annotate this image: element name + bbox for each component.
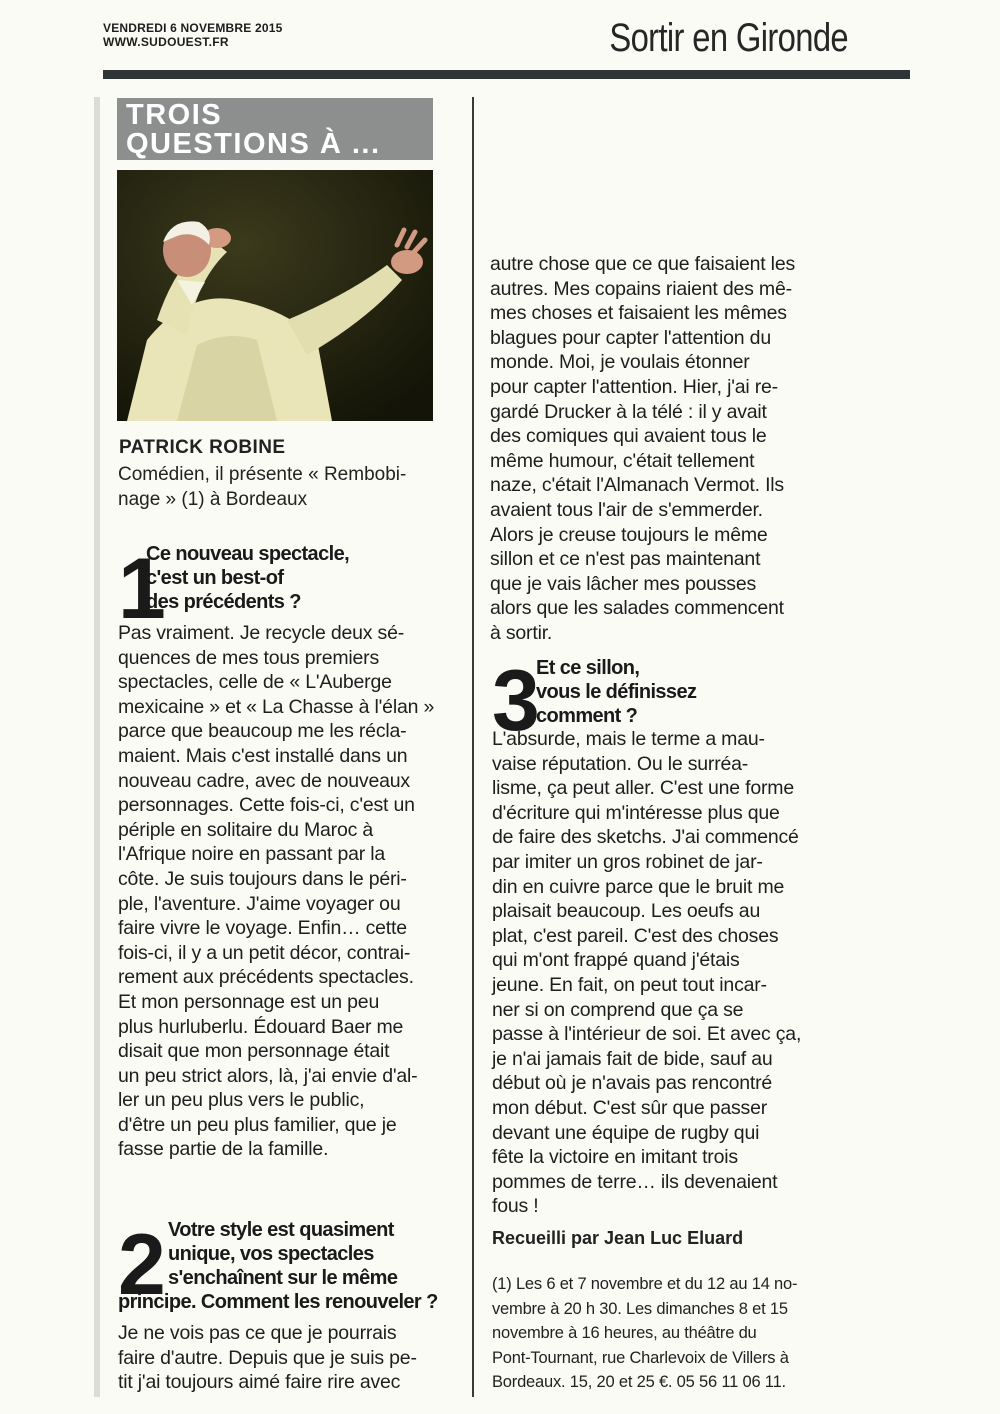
answer-line: l'Afrique noire en passant par la	[118, 843, 386, 866]
answer-line: mexicaine » et « La Chasse à l'élan »	[118, 695, 435, 718]
header-rule	[103, 70, 910, 79]
question-line: Ce nouveau spectacle,	[146, 543, 350, 565]
role-line: Comédien, il présente « Rembobi-	[118, 464, 407, 485]
role-line: nage » (1) à Bordeaux	[118, 489, 308, 510]
answer-line: fois-ci, il y a un petit décor, contrai-	[118, 941, 411, 964]
answer-line: début où je n'avais pas rencontré	[492, 1072, 773, 1095]
answer-line: nouveau cadre, avec de nouveaux	[118, 769, 410, 792]
answer-line: lisme, ça peut aller. C'est une forme	[492, 777, 794, 800]
answer-line: fous !	[492, 1195, 539, 1218]
footnote-line: vembre à 20 h 30. Les dimanches 8 et 15	[492, 1299, 788, 1318]
answer-line: sillon et ce n'est pas maintenant	[490, 548, 761, 571]
answer-2	[118, 1321, 458, 1395]
answer-line: quences de mes tous premiers	[118, 646, 380, 669]
question-text	[168, 1218, 468, 1290]
answer-line: par imiter un gros robinet de jar-	[492, 850, 763, 873]
question-line: principe. Comment les renouveler ?	[118, 1291, 438, 1313]
answer-line: monde. Moi, je voulais étonner	[490, 351, 750, 374]
interviewee-name: PATRICK ROBINE	[119, 437, 286, 458]
answer-line: autre chose que ce que faisaient les	[490, 253, 796, 275]
answer-line: vaise réputation. Ou le surréa-	[492, 752, 749, 775]
footnote	[492, 1272, 797, 1395]
answer-line: ler un peu plus vers le public,	[118, 1089, 365, 1112]
question-line: des précédents ?	[146, 591, 301, 613]
answer-line: plaisait beaucoup. Les oeufs au	[492, 900, 761, 923]
answer-line: ple, l'aventure. J'aime voyager ou	[118, 892, 401, 915]
answer-line: plus hurluberlu. Édouard Baer me	[118, 1015, 404, 1038]
answer-line: d'être un peu plus familier, que je	[118, 1113, 397, 1136]
answer-line: pommes de terre… ils devenaient	[492, 1170, 778, 1193]
question-line: comment ?	[536, 705, 638, 727]
answer-line: tit j'ai toujours aimé faire rire avec	[118, 1371, 401, 1394]
kicker-line-1: TROIS	[126, 99, 223, 131]
answer-line: ner si on comprend que ça se	[492, 998, 744, 1021]
answer-line: mes choses et faisaient les mêmes	[490, 302, 787, 325]
answer-line: Et mon personnage est un peu	[118, 990, 380, 1013]
question-line: Et ce sillon,	[536, 657, 640, 679]
answer-line: devant une équipe de rugby qui	[492, 1121, 760, 1144]
answer-line: faire d'autre. Depuis que je suis pe-	[118, 1346, 417, 1369]
kicker-line-2: QUESTIONS À ...	[126, 128, 381, 160]
answer-line: Je ne vois pas ce que je pourrais	[118, 1322, 397, 1344]
answer-line: à sortir.	[490, 621, 553, 644]
answer-line: même humour, c'était tellement	[490, 449, 755, 472]
answer-line: qui m'ont frappé quand j'étais	[492, 949, 740, 972]
answer-line: pour capter l'attention. Hier, j'ai re-	[490, 375, 778, 398]
answer-line: plat, c'est pareil. C'est des choses	[492, 924, 779, 947]
answer-line: jeune. En fait, on peut tout incar-	[492, 973, 767, 996]
answer-line: blagues pour capter l'attention du	[490, 326, 771, 349]
question-line: s'enchaînent sur le même	[168, 1267, 398, 1289]
answer-line: fête la victoire en imitant trois	[492, 1146, 738, 1169]
website-url[interactable]: WWW.SUDOUEST.FR	[103, 35, 229, 49]
question-text-continued	[118, 1290, 458, 1314]
answer-line: naze, c'était l'Almanach Vermot. Ils	[490, 474, 784, 497]
answer-1	[118, 621, 458, 1162]
question-number: 1	[118, 541, 166, 637]
portrait-photo	[117, 170, 433, 421]
answer-line: un peu strict alors, là, j'ai envie d'al-	[118, 1064, 418, 1087]
answer-line: autres. Mes copains riaient des mê-	[490, 277, 792, 300]
question-text	[146, 542, 446, 614]
answer-line: de faire des sketchs. J'ai commencé	[492, 826, 799, 849]
question-number: 3	[492, 653, 540, 749]
answer-2-continued	[490, 252, 820, 646]
footnote-line: Bordeaux. 15, 20 et 25 €. 05 56 11 06 11.	[492, 1373, 786, 1391]
question-number: 2	[118, 1217, 166, 1313]
question-line: vous le définissez	[536, 681, 697, 703]
column-divider	[472, 97, 474, 1397]
answer-line: Alors je creuse toujours le même	[490, 523, 768, 546]
answer-line: rement aux précédents spectacles.	[118, 966, 414, 989]
answer-line: fasse partie de la famille.	[118, 1138, 329, 1161]
answer-line: d'écriture qui m'intéresse plus que	[492, 801, 780, 824]
answer-line: Pas vraiment. Je recycle deux sé-	[118, 622, 405, 644]
question-line: c'est un best-of	[146, 567, 284, 589]
answer-line: maient. Mais c'est installé dans un	[118, 744, 408, 767]
question-line: unique, vos spectacles	[168, 1243, 374, 1265]
page-gutter	[94, 97, 100, 1397]
answer-line: personnages. Cette fois-ci, c'est un	[118, 794, 415, 817]
answer-line: que je vais lâcher mes pousses	[490, 572, 757, 595]
answer-line: côte. Je suis toujours dans le péri-	[118, 867, 407, 890]
footnote-line: Pont-Tournant, rue Charlevoix de Villers à	[492, 1348, 789, 1367]
answer-line: alors que les salades commencent	[490, 597, 784, 620]
answer-line: des comiques qui avaient tous le	[490, 425, 767, 448]
answer-line: faire vivre le voyage. Enfin… cette	[118, 917, 407, 940]
footnote-line: (1) Les 6 et 7 novembre et du 12 au 14 no-	[492, 1275, 798, 1293]
answer-line: parce que beaucoup me les récla-	[118, 720, 407, 743]
footnote-line: novembre à 16 heures, au théâtre du	[492, 1324, 757, 1342]
issue-date: VENDREDI 6 NOVEMBRE 2015	[103, 21, 283, 35]
answer-line: passe à l'intérieur de soi. Et avec ça,	[492, 1023, 802, 1046]
section-title: Sortir en Gironde	[609, 16, 848, 60]
answer-line: je n'ai jamais fait de bide, sauf au	[492, 1047, 773, 1070]
rubric-kicker	[117, 98, 433, 160]
answer-line: mon début. C'est sûr que passer	[492, 1096, 768, 1119]
answer-line: din en cuivre parce que le bruit me	[492, 875, 785, 898]
answer-3	[492, 727, 822, 1219]
answer-line: spectacles, celle de « L'Auberge	[118, 671, 392, 694]
question-text	[536, 656, 816, 728]
answer-line: L'absurde, mais le terme a mau-	[492, 728, 765, 750]
portrait-illustration	[117, 170, 433, 421]
answer-line: périple en solitaire du Maroc à	[118, 818, 374, 841]
answer-line: avaient tous l'air de s'emmerder.	[490, 498, 763, 521]
answer-line: gardé Drucker à la télé : il y avait	[490, 400, 767, 423]
answer-line: disait que mon personnage était	[118, 1040, 390, 1063]
interviewee-role	[118, 462, 428, 512]
byline: Recueilli par Jean Luc Eluard	[492, 1228, 744, 1248]
question-line: Votre style est quasiment	[168, 1219, 394, 1241]
